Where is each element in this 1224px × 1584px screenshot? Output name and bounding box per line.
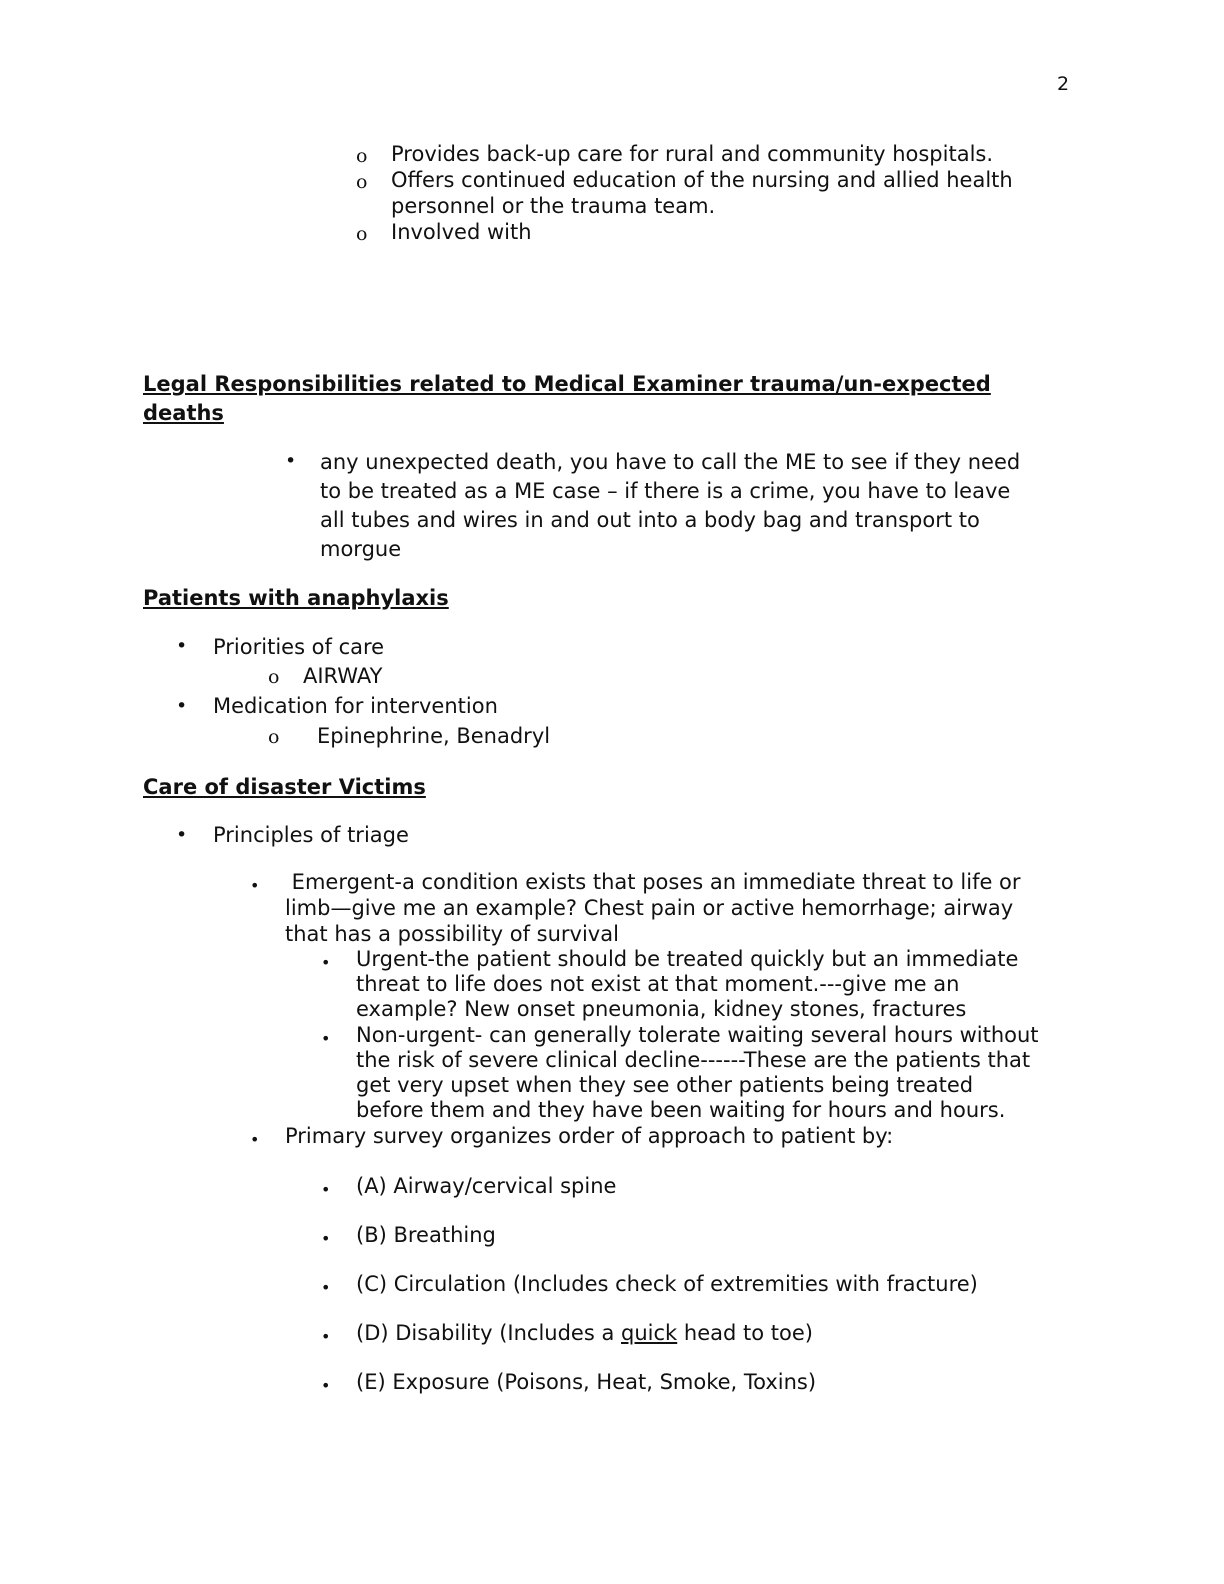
list-marker: o	[356, 145, 368, 167]
survey-item: (A) Airway/cervical spine	[356, 1174, 617, 1198]
bullet-icon: •	[321, 1229, 331, 1248]
paragraph-line: any unexpected death, you have to call the ME to see if they need	[320, 450, 1021, 474]
bullet-icon: •	[321, 1327, 331, 1346]
triage-line: that has a possibility of survival	[285, 922, 619, 946]
section-heading: Care of disaster Victims	[143, 775, 426, 799]
bullet-icon: •	[285, 450, 297, 472]
bullet-icon: •	[321, 1029, 331, 1048]
section-heading: Legal Responsibilities related to Medical Examiner trauma/un-expected	[143, 372, 991, 396]
triage-line: the risk of severe clinical decline------These are the patients that	[356, 1048, 1031, 1072]
list-item: Primary survey organizes order of approach to patient by:	[285, 1124, 894, 1148]
triage-line: example? New onset pneumonia, kidney stones, fractures	[356, 997, 967, 1021]
survey-item: (E) Exposure (Poisons, Heat, Smoke, Toxins)	[356, 1370, 817, 1394]
bullet-icon: •	[321, 953, 331, 972]
triage-line: threat to life does not exist at that moment.---give me an	[356, 972, 960, 996]
section-heading: Patients with anaphylaxis	[143, 586, 449, 610]
triage-line: Urgent-the patient should be treated quickly but an immediate	[356, 947, 1019, 971]
bullet-icon: •	[250, 1130, 260, 1149]
triage-line: limb—give me an example? Chest pain or active hemorrhage; airway	[285, 896, 1014, 920]
page-number: 2	[1057, 73, 1070, 95]
survey-item: (B) Breathing	[356, 1223, 496, 1247]
bullet-icon: •	[321, 1180, 331, 1199]
sub-list-item: AIRWAY	[303, 664, 383, 688]
triage-line: Non-urgent- can generally tolerate waiting several hours without	[356, 1023, 1039, 1047]
bullet-icon: •	[250, 876, 260, 895]
bullet-icon: •	[176, 635, 188, 657]
section-heading-continued: deaths	[143, 401, 224, 425]
bullet-icon: •	[321, 1278, 331, 1297]
list-item: Priorities of care	[213, 635, 385, 659]
triage-line: get very upset when they see other patients being treated	[356, 1073, 974, 1097]
list-item: Medication for intervention	[213, 694, 498, 718]
survey-item-text: (D) Disability (Includes a	[356, 1321, 622, 1345]
paragraph-line: to be treated as a ME case – if there is a crime, you have to leave	[320, 479, 1011, 503]
list-marker: o	[356, 171, 368, 193]
list-marker: o	[356, 223, 368, 245]
triage-line: Emergent-a condition exists that poses an immediate threat to life or	[285, 870, 1021, 894]
survey-item-text: head to toe)	[677, 1321, 813, 1345]
list-marker: o	[268, 666, 280, 688]
triage-line: before them and they have been waiting for hours and hours.	[356, 1098, 1006, 1122]
bullet-icon: •	[321, 1376, 331, 1395]
bullet-icon: •	[176, 824, 188, 846]
list-item: Involved with	[391, 220, 532, 244]
paragraph-line: all tubes and wires in and out into a body bag and transport to	[320, 508, 980, 532]
list-item: Offers continued education of the nursing and allied health	[391, 168, 1013, 192]
list-item: Principles of triage	[213, 823, 409, 847]
paragraph-line: morgue	[320, 537, 402, 561]
list-item-continued: personnel or the trauma team.	[391, 194, 716, 218]
survey-item	[356, 1321, 813, 1346]
survey-item: (C) Circulation (Includes check of extremities with fracture)	[356, 1272, 978, 1296]
bullet-icon: •	[176, 695, 188, 717]
underlined-word: quick	[621, 1321, 678, 1345]
sub-list-item: Epinephrine, Benadryl	[317, 724, 551, 748]
list-item: Provides back-up care for rural and community hospitals.	[391, 142, 994, 166]
list-marker: o	[268, 726, 280, 748]
